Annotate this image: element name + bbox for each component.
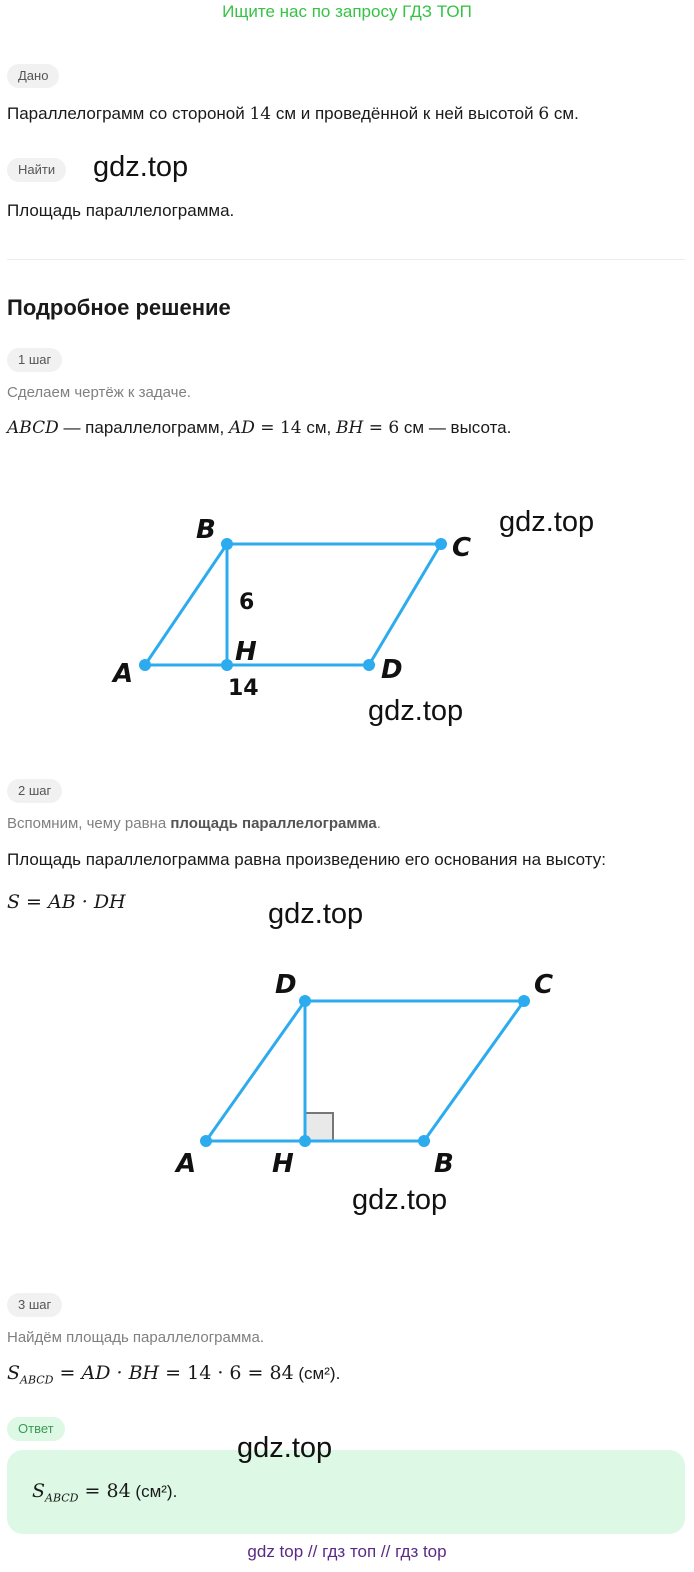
given-height-value: 6 bbox=[538, 104, 550, 124]
calc-numbers: 14 · 6 = 84 bbox=[187, 1362, 294, 1384]
math-eq-2: = bbox=[363, 418, 389, 438]
calc-unit: (см²). bbox=[293, 1364, 341, 1383]
given-text-middle: см и проведённой к ней высотой bbox=[271, 104, 539, 123]
step1-text-1: — параллелограмм, bbox=[58, 418, 229, 437]
step3-calculation bbox=[7, 1362, 340, 1386]
label-d: D bbox=[381, 655, 403, 685]
watermark-4: gdz.top bbox=[268, 898, 364, 930]
answer-value: 84 bbox=[106, 1480, 131, 1502]
step2-hint-after: . bbox=[376, 815, 381, 832]
watermark-2: gdz.top bbox=[499, 506, 595, 538]
math-bh: BH bbox=[335, 418, 364, 438]
step2-hint-bold: площадь параллелограмма bbox=[170, 815, 377, 832]
answer-eq: = bbox=[78, 1480, 107, 1502]
answer-chip: Ответ bbox=[7, 1417, 65, 1441]
given-text-after: см. bbox=[549, 104, 579, 123]
point-d-2 bbox=[299, 995, 311, 1007]
figure-2-outline bbox=[206, 1001, 524, 1141]
step3-chip: 3 шаг bbox=[7, 1293, 62, 1317]
answer-unit: (см²). bbox=[130, 1482, 178, 1501]
label-a-2: A bbox=[176, 1149, 197, 1179]
step2-hint-before: Вспомним, чему равна bbox=[7, 815, 171, 832]
math-bh-value: 6 bbox=[388, 418, 400, 438]
watermark-1: gdz.top bbox=[93, 151, 189, 183]
step1-text-2: см, bbox=[301, 418, 336, 437]
label-b-2: B bbox=[434, 1149, 454, 1179]
given-side-value: 14 bbox=[249, 104, 272, 124]
calc-rhs: = AD · BH = bbox=[53, 1362, 188, 1384]
step1-chip: 1 шаг bbox=[7, 348, 62, 372]
math-eq-1: = bbox=[254, 418, 280, 438]
math-ad: AD bbox=[228, 418, 255, 438]
step1-text-3: см — высота. bbox=[399, 418, 512, 437]
given-text-before: Параллелограмм со стороной bbox=[7, 104, 250, 123]
point-b-2 bbox=[418, 1135, 430, 1147]
top-search-banner[interactable]: Ищите нас по запросу ГДЗ ТОП bbox=[222, 2, 472, 21]
answer-s-sub: ABCD bbox=[45, 1491, 79, 1505]
calc-s: S bbox=[7, 1362, 21, 1384]
point-a-2 bbox=[200, 1135, 212, 1147]
watermark-5: gdz.top bbox=[352, 1184, 448, 1216]
area-formula: S = AB · DH bbox=[7, 891, 126, 913]
watermark-3: gdz.top bbox=[368, 695, 464, 727]
find-chip: Найти bbox=[7, 158, 66, 182]
label-b: B bbox=[196, 515, 216, 545]
calc-s-sub: ABCD bbox=[20, 1373, 54, 1387]
watermark-6: gdz.top bbox=[237, 1432, 333, 1464]
step2-text: Площадь параллелограмма равна произведению его основания на высоту: bbox=[7, 850, 606, 869]
math-ad-value: 14 bbox=[279, 418, 302, 438]
label-a: A bbox=[113, 659, 134, 689]
label-c-2: C bbox=[534, 970, 554, 1000]
math-abcd: ABCD bbox=[7, 418, 59, 438]
answer-text bbox=[32, 1480, 177, 1504]
point-h-2 bbox=[299, 1135, 311, 1147]
solution-heading: Подробное решение bbox=[7, 295, 231, 320]
label-h: H bbox=[235, 637, 257, 667]
label-h-2: H bbox=[272, 1149, 294, 1179]
step3-hint: Найдём площадь параллелограмма. bbox=[7, 1329, 264, 1346]
label-d-2: D bbox=[275, 970, 297, 1000]
height-value-label: 6 bbox=[239, 590, 255, 615]
given-chip: Дано bbox=[7, 64, 59, 88]
answer-s: S bbox=[32, 1480, 46, 1502]
find-text: Площадь параллелограмма. bbox=[7, 201, 235, 220]
step1-hint: Сделаем чертёж к задаче. bbox=[7, 384, 191, 401]
footer-links[interactable]: gdz top // гдз топ // гдз top bbox=[247, 1542, 447, 1561]
point-c-2 bbox=[518, 995, 530, 1007]
step2-chip: 2 шаг bbox=[7, 779, 62, 803]
label-c: C bbox=[452, 533, 472, 563]
base-value-label: 14 bbox=[228, 676, 259, 701]
